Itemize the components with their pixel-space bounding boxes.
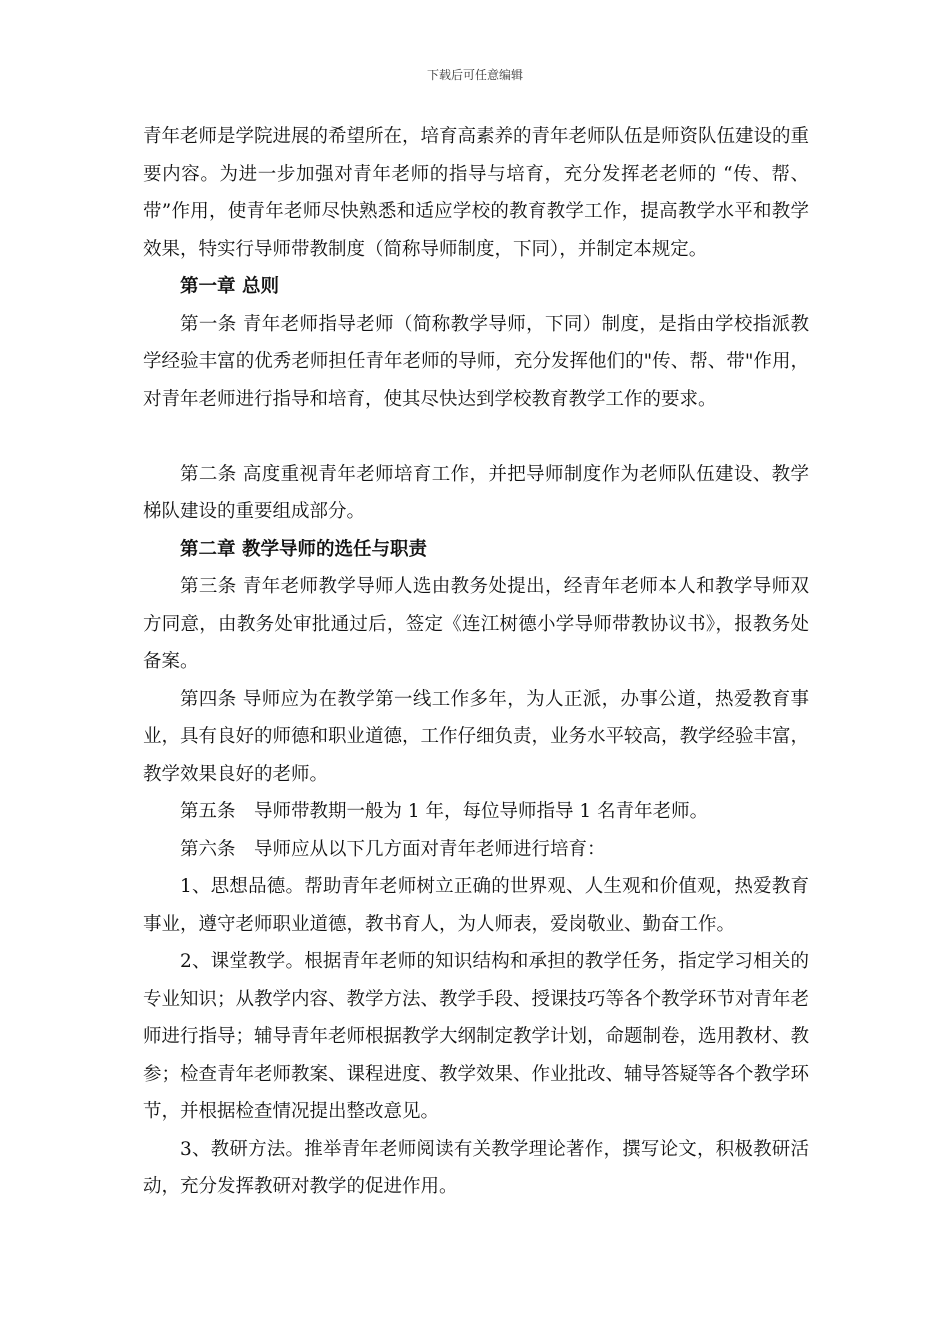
article-3: 第三条 青年老师教学导师人选由教务处提出，经青年老师本人和教学导师双方同意，由教务处审批通过后，签定《连江树德小学导师带教协议书》，报教务处备案。 xyxy=(143,576,809,672)
article-2: 第二条 高度重视青年老师培育工作，并把导师制度作为老师队伍建设、教学梯队建设的重要组成部分。 xyxy=(143,463,809,522)
blank-line xyxy=(143,418,809,456)
list-item-2: 2、课堂教学。根据青年老师的知识结构和承担的教学任务，指定学习相关的专业知识；从教学内容、教学方法、教学手段、授课技巧等各个教学环节对青年老师进行指导；辅导青年老师根据教学大纲制定教学计划，命题制卷，选用教材、教参；检查青年老师教案、课程进度、教学效果、作业批改、辅导答疑等各个教学环节，并根据检查情况提出整改意见。 xyxy=(143,951,810,1122)
list-item-1: 1、思想品德。帮助青年老师树立正确的世界观、人生观和价值观，热爱教育事业，遵守老师职业道德，教书育人，为人师表，爱岗敬业、勤奋工作。 xyxy=(143,876,809,935)
page-header-note: 下载后可任意编辑 xyxy=(426,68,523,82)
intro-paragraph: 青年老师是学院进展的希望所在，培育高素养的青年老师队伍是师资队伍建设的重要内容。为进一步加强对青年老师的指导与培育，充分发挥老老师的 “传、帮、带”作用，使青年老师尽快熟悉和适应学校的教育教学工作，提高教学水平和教学效果，特实行导师带教制度（简称导师制度，下同），并制定本规定。 xyxy=(143,126,810,260)
chapter-2-heading: 第二章 教学导师的选任与职责 xyxy=(180,538,427,560)
article-1: 第一条 青年老师指导老师（简称教学导师，下同）制度，是指由学校指派教学经验丰富的优秀老师担任青年老师的导师，充分发挥他们的"传、帮、带"作用，对青年老师进行指导和培育，使其尽快达到学校教育教学工作的要求。 xyxy=(143,313,809,410)
article-4: 第四条 导师应为在教学第一线工作多年，为人正派，办事公道，热爱教育事业，具有良好的师德和职业道德，工作仔细负责，业务水平较高，教学经验丰富，教学效果良好的老师。 xyxy=(143,688,810,785)
document-body xyxy=(143,118,809,1206)
article-6: 第六条 导师应从以下几方面对青年老师进行培育： xyxy=(180,838,606,860)
article-5: 第五条 导师带教期一般为 1 年，每位导师指导 1 名青年老师。 xyxy=(180,801,709,822)
chapter-1-heading: 第一章 总则 xyxy=(180,276,279,297)
list-item-3: 3、教研方法。推举青年老师阅读有关教学理论著作，撰写论文，积极教研活动，充分发挥教研对教学的促进作用。 xyxy=(143,1138,809,1197)
